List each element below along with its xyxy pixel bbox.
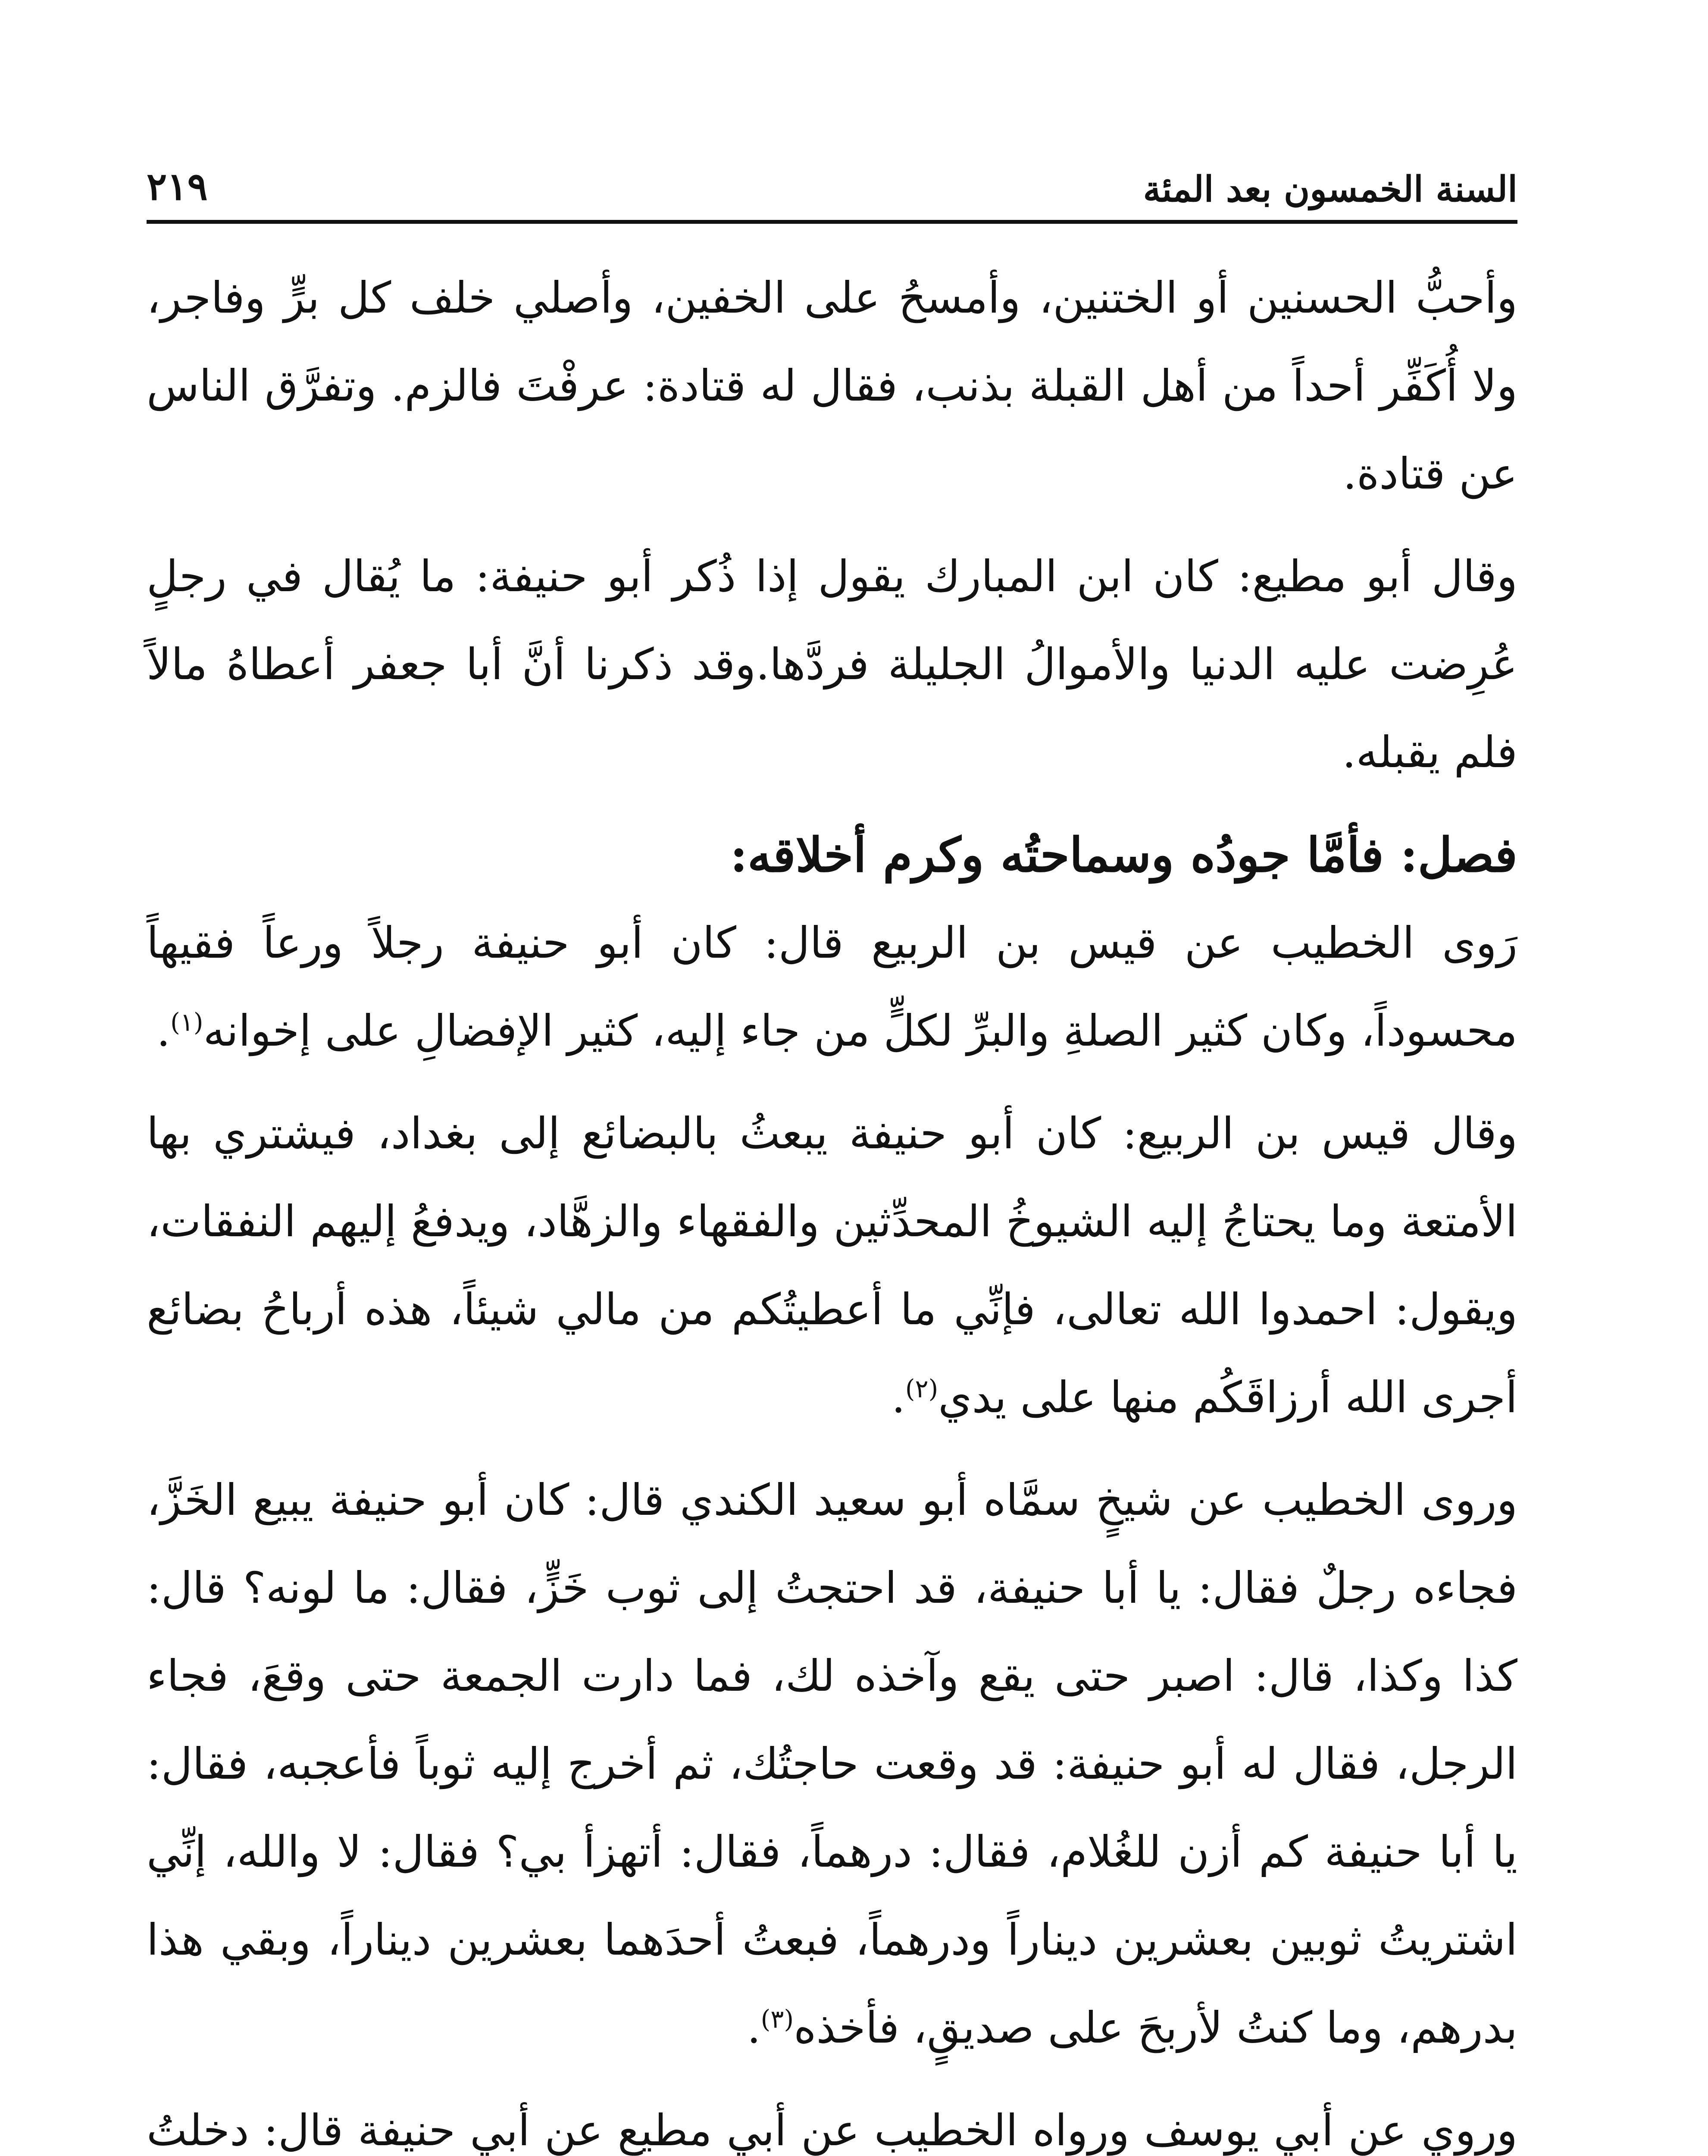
paragraph-tail: .: [747, 2002, 761, 2053]
running-title: السنة الخمسون بعد المئة: [1143, 169, 1517, 210]
paragraph: [147, 1090, 1517, 1442]
page-number: ٢١٩: [147, 164, 208, 209]
paragraph-text: وروي عن أبي يوسف ورواه الخطيب عن أبي مطيع عن أبي حنيفة قال: دخلتُ: [147, 2105, 1517, 2156]
book-page: [147, 155, 1517, 2156]
paragraph: وأحبُّ الحسنين أو الختنين، وأمسحُ على الخفين، وأصلي خلف كل برٍّ وفاجر، ولا أُكَفِّر أحداً من أهل القبلة بذنب، فقال له قتادة: عرفْتَ فالزم. وتفرَّق الناس عن قتادة.: [147, 273, 1517, 499]
paragraph: وقال أبو مطيع: كان ابن المبارك يقول إذا ذُكر أبو حنيفة: ما يُقال في رجلٍ عُرِضت عليه الدنيا والأموالُ الجليلة فردَّها.وقد ذكرنا أنَّ أبا جعفر أعطاهُ مالاً فلم يقبله.: [147, 551, 1518, 777]
paragraph-tail: .: [892, 1372, 905, 1423]
paragraph-text: وروى الخطيب عن شيخٍ سمَّاه أبو سعيد الكندي قال: كان أبو حنيفة يبيع الخَزَّ، فجاءه رجلٌ فقال: يا أبا حنيفة، قد احتجتُ إلى ثوب خَزٍّ، فقال: ما لونه؟ قال: كذا وكذا، قال: اصبر حتى يقع وآخذه لك، فما دارت الجمعة حتى وقعَ، فجاء الرجل، فقال له أبو حنيفة: قد وقعت حاجتُك، ثم أخرج إليه ثوباً فأعجبه، فقال: يا أبا حنيفة كم أزن للغُلام، فقال: درهماً، فقال: أتهزأ بي؟ فقال: لا والله، إنِّي اشتريتُ ثوبين بعشرين ديناراً ودرهماً، فبعتُ أحدَهما بعشرين ديناراً، وبقي هذا بدرهم، وما كنتُ لأربحَ على صديقٍ، فأخذه: [147, 1475, 1517, 2053]
paragraph-text: وقال قيس بن الربيع: كان أبو حنيفة يبعثُ بالبضائع إلى بغداد، فيشتري بها الأمتعة وما يحتاجُ إليه الشيوخُ المحدِّثين والفقهاء والزهَّاد، ويدفعُ إليهم النفقات، ويقول: احمدوا الله تعالى، فإنِّي ما أعطيتُكم من مالي شيئاً، هذه أرباحُ بضائع أجرى الله أرزاقَكُم منها على يدي: [147, 1108, 1517, 1423]
section-heading: فصل: فأمَّا جودُه وسماحتُه وكرم أخلاقه:: [730, 827, 1517, 883]
footnote-ref: (١): [170, 1007, 203, 1037]
paragraph-tail: .: [156, 1006, 171, 1056]
footnote-ref: (٣): [760, 2004, 794, 2034]
paragraph-text: رَوى الخطيب عن قيس بن الربيع قال: كان أبو حنيفة رجلاً ورعاً فقيهاً محسوداً، وكان كثير الصلةِ والبرِّ لكلٍّ من جاء إليه، كثير الإفضالِ على إخوانه: [147, 918, 1517, 1056]
paragraph: [147, 1456, 1517, 2072]
footnote-ref: (٢): [905, 1374, 938, 1404]
paragraph: [147, 2087, 1517, 2156]
page-header: [147, 155, 1517, 224]
main-text: [147, 254, 1517, 2156]
paragraph: [147, 899, 1517, 1075]
